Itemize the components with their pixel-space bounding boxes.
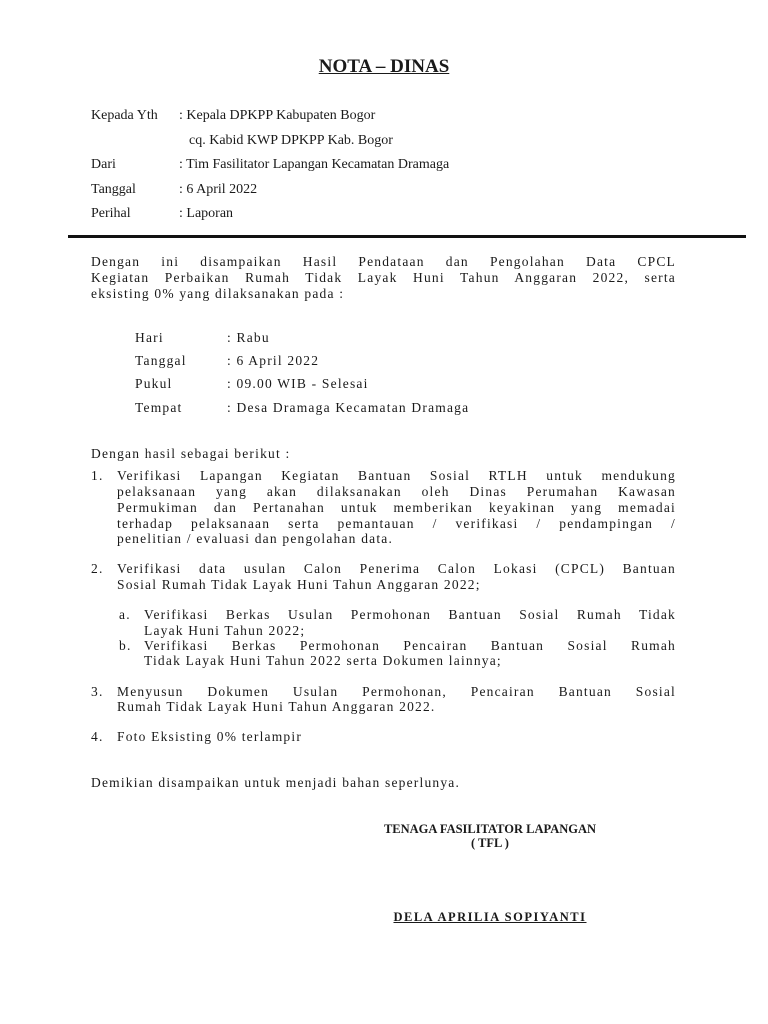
header-divider	[68, 235, 746, 238]
dari-value: : Tim Fasilitator Lapangan Kecamatan Dramaga	[179, 157, 450, 172]
subitem-b-line: Verifikasi Berkas Permohonan Pencairan Bantuan Sosial Rumah	[144, 638, 676, 653]
document-title: NOTA – DINAS	[318, 56, 450, 77]
hari-label: Hari	[135, 330, 164, 345]
schedule-tanggal-value: : 6 April 2022	[227, 353, 320, 368]
item-3-line: Menyusun Dokumen Usulan Permohonan, Pencairan Bantuan Sosial	[117, 684, 676, 699]
item-2-line: Verifikasi data usulan Calon Penerima Calon Lokasi (CPCL) Bantuan	[117, 561, 676, 576]
signature-title: TENAGA FASILITATOR LAPANGAN	[383, 822, 597, 836]
dari-label: Dari	[91, 157, 116, 172]
item-number: 3.	[91, 684, 104, 699]
intro-line: eksisting 0% yang dilaksanakan pada :	[91, 286, 345, 301]
pukul-value: : 09.00 WIB - Selesai	[227, 376, 369, 391]
kepada-value: : Kepala DPKPP Kabupaten Bogor	[179, 108, 376, 123]
kepada-cq: cq. Kabid KWP DPKPP Kab. Bogor	[189, 133, 393, 148]
item-1-line: penelitian / evaluasi dan pengolahan data.	[117, 531, 394, 546]
intro-line: Dengan ini disampaikan Hasil Pendataan dan Pengolahan Data CPCL	[91, 254, 676, 269]
subitem-a-line: Verifikasi Berkas Usulan Permohonan Bantuan Sosial Rumah Tidak	[144, 607, 676, 622]
item-number: 1.	[91, 468, 104, 483]
item-1-line: terhadap pelaksanaan serta pemantauan / verifikasi / pendampingan /	[117, 516, 676, 531]
perihal-label: Perihal	[91, 206, 131, 221]
subitem-letter: b.	[119, 638, 132, 653]
tempat-value: : Desa Dramaga Kecamatan Dramaga	[227, 400, 470, 415]
schedule-tanggal-label: Tanggal	[135, 353, 187, 368]
item-1-line: Verifikasi Lapangan Kegiatan Bantuan Sosial RTLH untuk mendukung	[117, 468, 676, 483]
item-number: 2.	[91, 561, 104, 576]
item-number: 4.	[91, 729, 104, 744]
signatory-name: DELA APRILIA SOPIYANTI	[393, 910, 587, 924]
item-1-line: Permukiman dan Pertanahan untuk memberikan keyakinan yang memadai	[117, 500, 676, 515]
subitem-b-line: Tidak Layak Huni Tahun 2022 serta Dokumen lainnya;	[144, 653, 502, 668]
subitem-a-line: Layak Huni Tahun 2022;	[144, 623, 306, 638]
kepada-label: Kepada Yth	[91, 108, 158, 123]
perihal-value: : Laporan	[179, 206, 234, 221]
item-3-line: Rumah Tidak Layak Huni Tahun Anggaran 2022.	[117, 699, 436, 714]
tanggal-label: Tanggal	[91, 182, 136, 197]
item-2-line: Sosial Rumah Tidak Layak Huni Tahun Anggaran 2022;	[117, 577, 481, 592]
subitem-letter: a.	[119, 607, 131, 622]
tanggal-value: : 6 April 2022	[179, 182, 258, 197]
tempat-label: Tempat	[135, 400, 183, 415]
hari-value: : Rabu	[227, 330, 270, 345]
results-intro: Dengan hasil sebagai berikut :	[91, 446, 291, 461]
intro-line: Kegiatan Perbaikan Rumah Tidak Layak Huni Tahun Anggaran 2022, serta	[91, 270, 676, 285]
pukul-label: Pukul	[135, 376, 173, 391]
closing-text: Demikian disampaikan untuk menjadi bahan seperlunya.	[91, 775, 461, 790]
item-1-line: pelaksanaan yang akan dilaksanakan oleh Dinas Perumahan Kawasan	[117, 484, 676, 499]
item-4-text: Foto Eksisting 0% terlampir	[117, 729, 303, 744]
signature-abbr: ( TFL )	[471, 836, 509, 850]
